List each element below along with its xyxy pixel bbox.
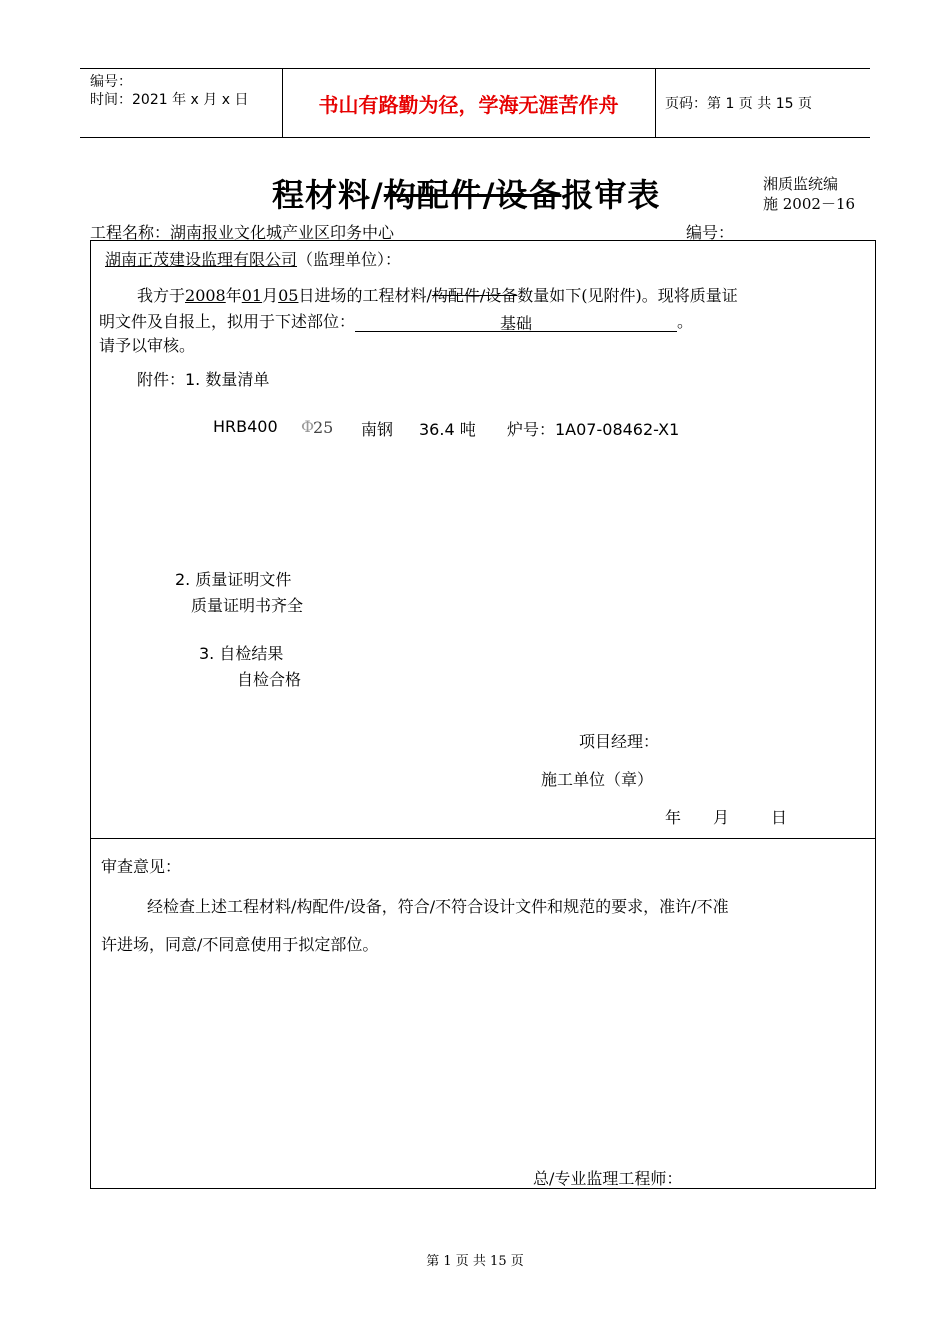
header-number-label: 编号： xyxy=(90,74,132,90)
supervisor-name: 湖南正茂建设监理有限公司 xyxy=(105,250,298,269)
header-time: 时间：2021 年 x 月 x 日 xyxy=(90,92,249,108)
project-number-label: 编号： xyxy=(686,223,735,242)
attachment-2-content: 质量证明书齐全 xyxy=(191,596,304,615)
date-year-label: 年 xyxy=(665,808,682,827)
header-slogan: 书山有路勤为径，学海无涯苦作舟 xyxy=(318,92,619,117)
entry-year: 2008 xyxy=(185,286,226,305)
attachment-1-title: 附件：1. 数量清单 xyxy=(137,370,270,389)
text-after: 数量如下(见附件)。现将质量证 xyxy=(517,286,738,305)
form-code xyxy=(763,174,855,214)
struck-text: 构配件/设备 xyxy=(431,286,518,305)
attachment-2-title: 2. 质量证明文件 xyxy=(175,570,292,589)
entry-month: 01 xyxy=(241,286,263,305)
rebar-symbol-icon: Φ xyxy=(301,417,315,436)
location-prefix: 明文件及自报上，拟用于下述部位： xyxy=(99,312,356,331)
item-quantity: 36.4 吨 xyxy=(419,420,476,439)
review-text-line1: 经检查上述工程材料/构配件/设备，符合/不符合设计文件和规范的要求，准许/不准 xyxy=(147,897,729,916)
header-divider xyxy=(655,69,656,137)
location-field: 基础 xyxy=(355,311,677,332)
construction-unit-label: 施工单位（章） xyxy=(541,770,654,789)
item-heat-number: 炉号：1A07-08462-X1 xyxy=(507,420,680,439)
text-prefix: 我方于 xyxy=(137,286,186,305)
form-code-line1: 湘质监统编 xyxy=(763,175,839,193)
month-label: 月 xyxy=(262,286,279,305)
application-section xyxy=(90,240,876,839)
title-part3: 报审表 xyxy=(561,176,661,214)
paragraph-line1 xyxy=(137,283,738,306)
line-end: 。 xyxy=(677,312,694,331)
supervisor-engineer-label: 总/专业监理工程师： xyxy=(533,1169,683,1188)
item-spec: HRB400 xyxy=(213,417,278,436)
date-month-label: 月 xyxy=(713,808,730,827)
form-code-line2: 施 2002－16 xyxy=(763,195,856,213)
document-title xyxy=(272,170,660,216)
year-label: 年 xyxy=(225,286,242,305)
item-size: 25 xyxy=(313,418,334,437)
paragraph-line3: 请予以审核。 xyxy=(99,336,196,355)
attachment-3-content: 自检合格 xyxy=(237,670,302,689)
page-footer: 第 1 页 共 15 页 xyxy=(426,1254,524,1269)
title-part1: 程材料/ xyxy=(272,176,384,214)
supervisor-suffix: （监理单位）： xyxy=(297,250,402,269)
title-struck-part: 构配件/设备 xyxy=(383,176,562,214)
supervisor-line xyxy=(105,247,401,270)
page-header xyxy=(80,68,870,138)
entry-day: 05 xyxy=(278,286,299,305)
project-name: 工程名称：湖南报业文化城产业区印务中心 xyxy=(90,223,395,242)
day-label: 日进场的工程材料/ xyxy=(298,286,432,305)
header-page-info: 页码：第 1 页 共 15 页 xyxy=(665,96,812,112)
project-manager-label: 项目经理： xyxy=(579,732,660,751)
item-maker: 南钢 xyxy=(361,420,394,439)
review-text-line2: 许进场，同意/不同意使用于拟定部位。 xyxy=(101,935,379,954)
review-section xyxy=(90,838,876,1189)
paragraph-line2 xyxy=(99,309,693,332)
date-day-label: 日 xyxy=(771,808,788,827)
attachment-3-title: 3. 自检结果 xyxy=(199,644,284,663)
review-heading: 审查意见： xyxy=(101,857,182,876)
header-meta xyxy=(90,73,248,109)
